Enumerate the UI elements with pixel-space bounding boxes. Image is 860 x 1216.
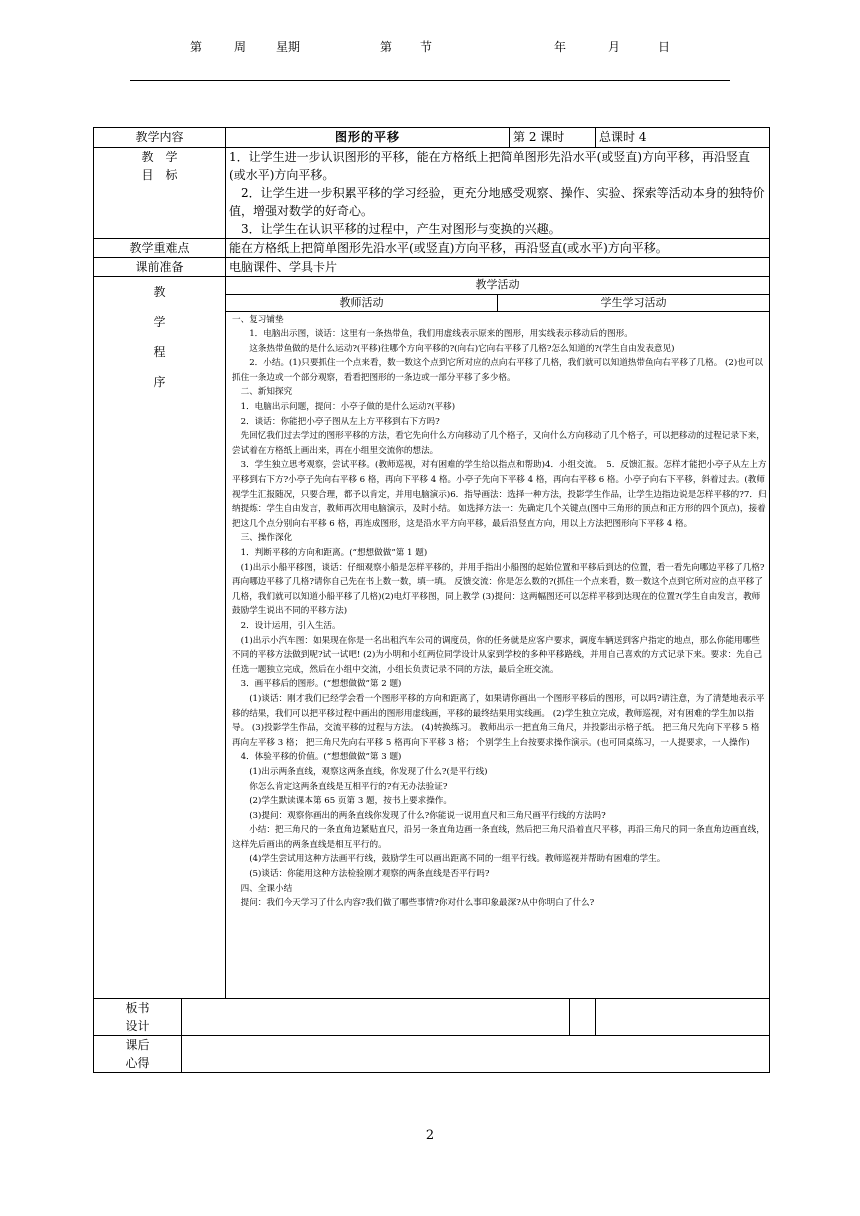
- goal-item: 3．让学生在认识平移的过程中，产生对图形与变换的兴趣。: [229, 222, 561, 236]
- process-line: (1)出示两条直线，观察这两条直线，你发现了什么?(是平行线): [232, 766, 488, 777]
- goal-label-line-1: 教 学: [141, 150, 178, 164]
- activity-header: 教学活动: [226, 277, 769, 294]
- process-label-char: 教: [153, 285, 166, 299]
- process-cell: [226, 277, 770, 999]
- process-line: 1．判断平移的方向和距离。(“想想做做”第 1 题): [232, 548, 428, 558]
- process-line: (1)出示小汽车图：如果现在你是一名出租汽车公司的调度员，你的任务就是应客户要求，调度车辆送到客户指定的地点，那么你能用哪些不同的平移方法做到呢?试一试吧! (2)为小明和小红两位同学设计从家到学校的多种平移路线，并用自己喜欢的方式记录下来。要求：先自己任选一题独立完成，然后在小组中交流，小组长负责记录不同的方法，最后全班交流。: [232, 635, 763, 675]
- process-line: (4)学生尝试用这种方法画平行线，鼓励学生可以画出距离不同的一组平行线。教师巡视并帮助有困难的学生。: [232, 854, 666, 865]
- process-line: (1)出示小船平移图，谈话：仔细观察小船是怎样平移的，并用手指出小船图的起始位置和平移后到达的位置，看一看先向哪边平移了几格?再向哪边平移了几格?请你自己先在书上数一数，填一填。 反馈交流：你是怎么数的?(抓住一个点来看，数一数这个点到它所对应的点平移了几格，我们就可以知道小船平移了几格)(2)电灯平移图，同上教学 (3)提问：这两幅图还可以怎样平移到达现在的位置?(学生自由发言，教师鼓励学生说出不同的平移方法): [232, 562, 765, 617]
- student-activity-header: 学生学习活动: [498, 294, 770, 311]
- process-line: 这条热带鱼做的是什么运动?(平移)往哪个方向平移的?(向右)它向右平移了几格?怎么知道的?(学生自由发表意见): [232, 343, 675, 354]
- total-hours: 总课时 4: [596, 128, 770, 148]
- process-line: 2．小结。(1)只要抓住一个点来看，数一数这个点到它所对应的点向右平移了几格，我们就可以知道热带鱼向右平移了几格。 (2)也可以抓住一条边或一个部分观察，看看把图形的一条边或一部分平移了多少格。: [232, 358, 764, 383]
- activity-header-table: [226, 277, 769, 312]
- process-content: [226, 312, 769, 911]
- header-week-suffix: 周: [234, 40, 247, 54]
- process-line: 2．设计运用，引入生活。: [232, 620, 341, 631]
- board-label-line-2: 设计: [125, 1019, 150, 1033]
- process-line: 二、新知探究: [232, 387, 293, 398]
- reflect-label-line-2: 心得: [125, 1056, 150, 1070]
- process-label-char: 学: [153, 315, 166, 329]
- board-label-line-1: 板书: [125, 1001, 150, 1015]
- reflect-label-line-1: 课后: [125, 1038, 150, 1052]
- process-line: 小结：把三角尺的一条直角边紧贴直尺，沿另一条直角边画一条直线，然后把三角尺沿着直尺平移，再沿三角尺的同一条直角边画直线，这样先后画出的两条直线是相互平行的。: [232, 825, 765, 850]
- page-header: [130, 30, 730, 81]
- process-line: (3)提问：观察你画出的两条直线你发现了什么?你能说一说用直尺和三角尺画平行线的方法吗?: [232, 810, 606, 821]
- goal-label-line-2: 目 标: [141, 168, 178, 182]
- preparation-text: 电脑课件、学具卡片: [226, 258, 770, 277]
- process-label-char: 程: [153, 345, 166, 359]
- process-line: 三、操作深化: [232, 533, 293, 544]
- header-day: 日: [658, 40, 671, 54]
- process-line: 1．电脑出示图，谈话：这里有一条热带鱼，我们用虚线表示原来的图形，用实线表示移动后的图形。: [232, 329, 633, 340]
- header-section-prefix: 第: [380, 40, 393, 54]
- process-label-char: 序: [153, 375, 166, 389]
- lesson-hour: 第 2 课时: [510, 128, 596, 148]
- process-line: 3．学生独立思考观察，尝试平移。(教师巡视，对有困难的学生给以指点和帮助)4．小组交流。 5．反馈汇报。怎样才能把小亭子从左上方平移到右下方?小亭子先向右平移 6 格，再向下平移 4 格。小亭子先向下平移 4 格，再向右平移 6 格。小亭子向右下平移，斜着过去。(教师视学生汇报随况，只要合理，都予以肯定，并用电脑演示)6．指导画法：选择一种方法，投影学生作品，让学生边指边说是怎样平移的?7．归纳提炼：学生自由发言，教师再次用电脑演示，及时小结。 如选择方法一：先确定几个关键点(图中三角形的顶点和正方形的四个顶点)，接着把这几个点分别向右平移 6 格，再连成图形，这是沿水平方向平移，最后沿竖直方向，用以上方法把图形向下平移 4 格。: [232, 460, 767, 529]
- process-line: (1)谈话：刚才我们已经学会看一个图形平移的方向和距离了，如果请你画出一个图形平移后的图形，可以吗?请注意，为了清楚地表示平移的结果，我们可以把平移过程中画出的图形用虚线画，平移的最终结果用实线画。 (2)学生独立完成，教师巡视，对有困难的学生加以指导。 (3)投影学生作品，交流平移的过程与方法。 (4)转换练习。 教师出示一把直角三角尺，并投影出示格子纸。 把三角尺先向下平移 5 格再向左平移 3 格； 把三角尺先向右平移 5 格再向下平移 3 格； 个别学生上台按要求操作演示。(也可同桌练习，一人提要求，一人操作): [232, 693, 765, 748]
- goal-item: 2．让学生进一步积累平移的学习经验，更充分地感受观察、操作、实验、探索等活动本身的独特价值，增强对数学的好奇心。: [229, 186, 765, 218]
- lesson-title: 图形的平移: [226, 128, 510, 148]
- preparation-label: 课前准备: [94, 258, 226, 277]
- page-number: 2: [425, 1128, 435, 1143]
- process-label: [94, 277, 226, 999]
- process-line: (5)谈话：你能用这种方法检验刚才观察的两条直线是否平行吗?: [232, 869, 490, 880]
- key-points-label: 教学重难点: [94, 239, 226, 258]
- board-design-cell-c: [596, 999, 770, 1036]
- process-line: 一、复习铺垫: [232, 314, 284, 325]
- board-design-cell-a: [182, 999, 570, 1036]
- reflection-label: [94, 1036, 182, 1073]
- teacher-activity-header: 教师活动: [226, 294, 498, 311]
- process-line: (2)学生默读课本第 65 页第 3 题，按书上要求操作。: [232, 796, 452, 807]
- process-line: 提问：我们今天学习了什么内容?我们做了哪些事情?你对什么事印象最深?从中你明白了什么?: [232, 898, 595, 909]
- header-month: 月: [608, 40, 621, 54]
- process-line: 2．谈话：你能把小亭子图从左上方平移到右下方吗?: [232, 416, 440, 427]
- board-design-cell-b: [570, 999, 596, 1036]
- goal-item: 1．让学生进一步认识图形的平移，能在方格纸上把简单图形先沿水平(或竖直)方向平移，再沿竖直(或水平)方向平移。: [229, 150, 751, 182]
- board-design-label: [94, 999, 182, 1036]
- lesson-plan-table: [93, 127, 770, 1073]
- header-year: 年: [554, 40, 567, 54]
- process-line: 1．电脑出示问题，提问：小亭子做的是什么运动?(平移): [232, 402, 456, 413]
- header-week-prefix: 第: [190, 40, 203, 54]
- process-line: 你怎么肯定这两条直线是互相平行的?有无办法验证?: [232, 781, 448, 792]
- process-line: 先回忆我们过去学过的图形平移的方法，看它先向什么方向移动了几个格子，又向什么方向移动了几个格子，可以把移动的过程记录下来，尝试着在方格纸上画出来，再在小组里交流你的想法。: [232, 431, 765, 456]
- reflection-cell: [182, 1036, 770, 1073]
- header-weekday: 星期: [276, 40, 301, 54]
- process-line: 3．画平移后的图形。(“想想做做”第 2 题): [232, 679, 402, 690]
- content-label: 教学内容: [94, 128, 226, 148]
- process-line: 四、全课小结: [232, 883, 293, 894]
- process-line: 4．体验平移的价值。(“想想做做”第 3 题): [232, 752, 402, 763]
- goal-label: [94, 148, 226, 239]
- key-points-text: 能在方格纸上把简单图形先沿水平(或竖直)方向平移，再沿竖直(或水平)方向平移。: [226, 239, 770, 258]
- goals-cell: [226, 148, 770, 239]
- header-section-suffix: 节: [420, 40, 433, 54]
